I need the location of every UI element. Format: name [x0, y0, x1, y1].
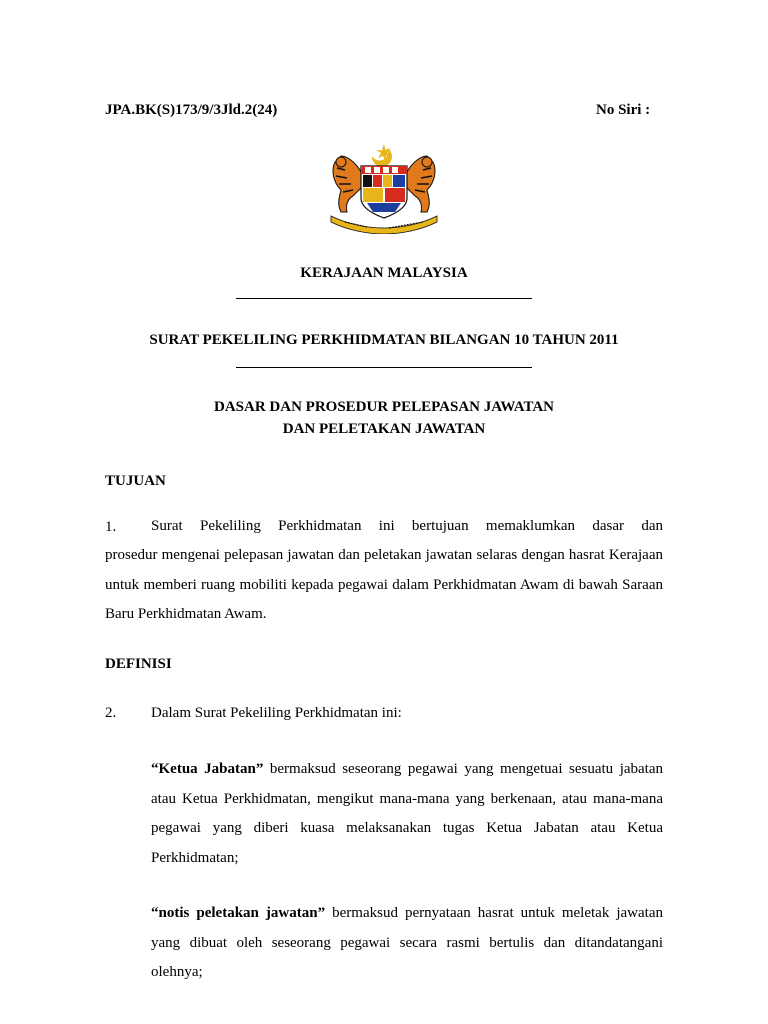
- circular-title: SURAT PEKELILING PERKHIDMATAN BILANGAN 10 TAHUN 2011: [149, 332, 619, 348]
- paragraph-number-1: 1.: [105, 519, 117, 535]
- paragraph-number-2: 2.: [105, 705, 117, 721]
- divider-line-2: [236, 367, 532, 368]
- subject-line-2: DAN PELETAKAN JAWATAN: [282, 421, 486, 437]
- definition-term-ketua-jabatan: “Ketua Jabatan”: [151, 761, 264, 777]
- paragraph-1-first-line: Surat Pekeliling Perkhidmatan ini bertujuan memaklumkan dasar dan: [151, 518, 663, 534]
- paragraph-1-body: prosedur mengenai pelepasan jawatan dan peletakan jawatan selaras dengan hasrat Kerajaan untuk memberi ruang mobiliti kepada pegawai dalam Perkhidmatan Awam di bawah Saraan Baru Perkhidmatan Awam.: [105, 547, 663, 622]
- malaysia-coat-of-arms: [327, 142, 441, 234]
- definition-ketua-jabatan: [151, 755, 663, 873]
- coat-of-arms-icon: [327, 142, 441, 234]
- definition-term-notis-peletakan: “notis peletakan jawatan”: [151, 905, 326, 921]
- definition-text-ketua-jabatan: bermaksud seseorang pegawai yang mengetuai sesuatu jabatan atau Ketua Perkhidmatan, mengikut mana-mana yang berkenaan, atau mana-mana pegawai yang diberi kuasa melaksanakan tugas Ketua Jabatan atau Ketua Perkhidmatan;: [151, 761, 663, 866]
- subject-line-1: DASAR DAN PROSEDUR PELEPASAN JAWATAN: [213, 399, 555, 415]
- definition-text-notis-peletakan: bermaksud pernyataan hasrat untuk meletak jawatan yang dibuat oleh seseorang pegawai secara rasmi bertulis dan ditandatangani olehnya;: [151, 905, 664, 980]
- divider-line-1: [236, 298, 532, 299]
- section-heading-definisi: DEFINISI: [105, 656, 172, 672]
- reference-number: JPA.BK(S)173/9/3Jld.2(24): [105, 102, 278, 118]
- serial-number-label: No Siri :: [596, 102, 651, 118]
- government-title: KERAJAAN MALAYSIA: [300, 265, 468, 281]
- definitions-intro: Dalam Surat Pekeliling Perkhidmatan ini:: [151, 705, 402, 721]
- definition-notis-peletakan: [151, 899, 663, 988]
- section-heading-tujuan: TUJUAN: [105, 473, 166, 489]
